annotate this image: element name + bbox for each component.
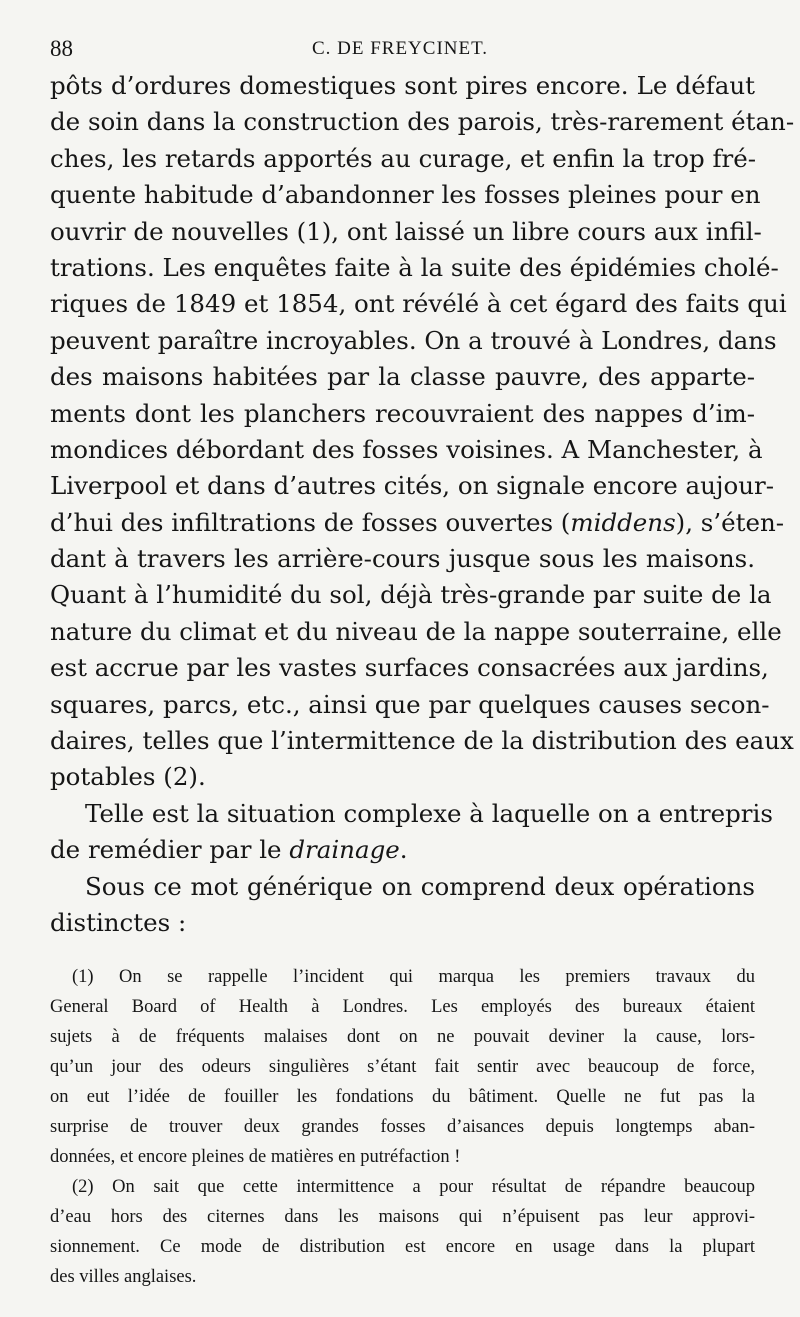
text-line: trations. Les enquêtes faite à la suite des épidémies cholé- xyxy=(50,252,779,282)
text-line: riques de 1849 et 1854, ont révélé à cet égard des faits qui xyxy=(50,289,787,319)
text-line: ments dont les planchers recouvraient des nappes d’im- xyxy=(50,398,755,428)
footnote-line: General Board of Health à Londres. Les employés des bureaux étaient xyxy=(50,997,755,1017)
page-header xyxy=(50,36,750,66)
main-text xyxy=(50,68,795,941)
text-segment: . xyxy=(399,835,408,865)
text-line: Liverpool et dans d’autres cités, on signale encore aujour- xyxy=(50,471,775,501)
text-line: mondices débordant des fosses voisines. A Manchester, à xyxy=(50,434,763,464)
text-line: distinctes : xyxy=(50,907,187,937)
footnote-line: sujets à de fréquents malaises dont on ne pouvait deviner la cause, lors- xyxy=(50,1027,755,1047)
page-number: 88 xyxy=(50,36,73,61)
text-line: ches, les retards apportés au curage, et enfin la trop fré- xyxy=(50,143,757,173)
text-line: quente habitude d’abandonner les fosses pleines pour en xyxy=(50,180,761,210)
text-segment: ), s’éten- xyxy=(675,507,785,537)
footnote-line: surprise de trouver deux grandes fosses d’aisances depuis longtemps aban- xyxy=(50,1117,755,1137)
footnote-line: sionnement. Ce mode de distribution est encore en usage dans la plupart xyxy=(50,1237,755,1257)
text-line: squares, parcs, etc., ainsi que par quelques causes secon- xyxy=(50,689,770,719)
text-line: potables (2). xyxy=(50,762,206,792)
running-head: C. DE FREYCINET. xyxy=(311,38,489,59)
paragraph-start-line: Sous ce mot générique on comprend deux opérations xyxy=(85,871,755,901)
italic-term-drainage: drainage xyxy=(289,835,400,865)
text-line-with-italic xyxy=(50,505,785,541)
text-line: pôts d’ordures domestiques sont pires encore. Le défaut xyxy=(50,71,755,100)
italic-term-middens: middens xyxy=(570,507,676,537)
footnote-line: qu’un jour des odeurs singulières s’étant fait sentir avec beaucoup de force, xyxy=(50,1057,755,1077)
footnote-line: données, et encore pleines de matières en putréfaction ! xyxy=(50,1147,461,1167)
text-segment: d’hui des infiltrations de fosses ouvertes ( xyxy=(50,507,571,537)
text-line: daires, telles que l’intermittence de la distribution des eaux xyxy=(50,726,794,756)
text-line: de soin dans la construction des parois, très-rarement étan- xyxy=(50,107,795,137)
text-line: nature du climat et du niveau de la nappe souterraine, elle xyxy=(50,616,782,646)
text-line: des maisons habitées par la classe pauvre, des apparte- xyxy=(50,362,755,392)
footnotes xyxy=(50,962,755,1292)
text-line: est accrue par les vastes surfaces consacrées aux jardins, xyxy=(50,653,769,683)
text-line: Quant à l’humidité du sol, déjà très-grande par suite de la xyxy=(50,580,772,610)
footnote-line: (2) On sait que cette intermittence a pour résultat de répandre beaucoup xyxy=(72,1177,755,1197)
text-line: peuvent paraître incroyables. On a trouvé à Londres, dans xyxy=(50,325,777,355)
paragraph-start-line: Telle est la situation complexe à laquelle on a entrepris xyxy=(85,798,773,828)
footnote-line: on eut l’idée de fouiller les fondations du bâtiment. Quelle ne fut pas la xyxy=(50,1087,755,1107)
text-line: ouvrir de nouvelles (1), ont laissé un libre cours aux infil- xyxy=(50,216,762,246)
footnote-line: des villes anglaises. xyxy=(50,1267,197,1287)
text-line: dant à travers les arrière-cours jusque sous les maisons. xyxy=(50,544,755,574)
footnote-line: d’eau hors des citernes dans les maisons qui n’épuisent pas leur approvi- xyxy=(50,1207,755,1227)
text-line-with-italic xyxy=(50,832,755,868)
text-segment: de remédier par le xyxy=(50,835,290,865)
footnote-line: (1) On se rappelle l’incident qui marqua les premiers travaux du xyxy=(72,967,755,987)
